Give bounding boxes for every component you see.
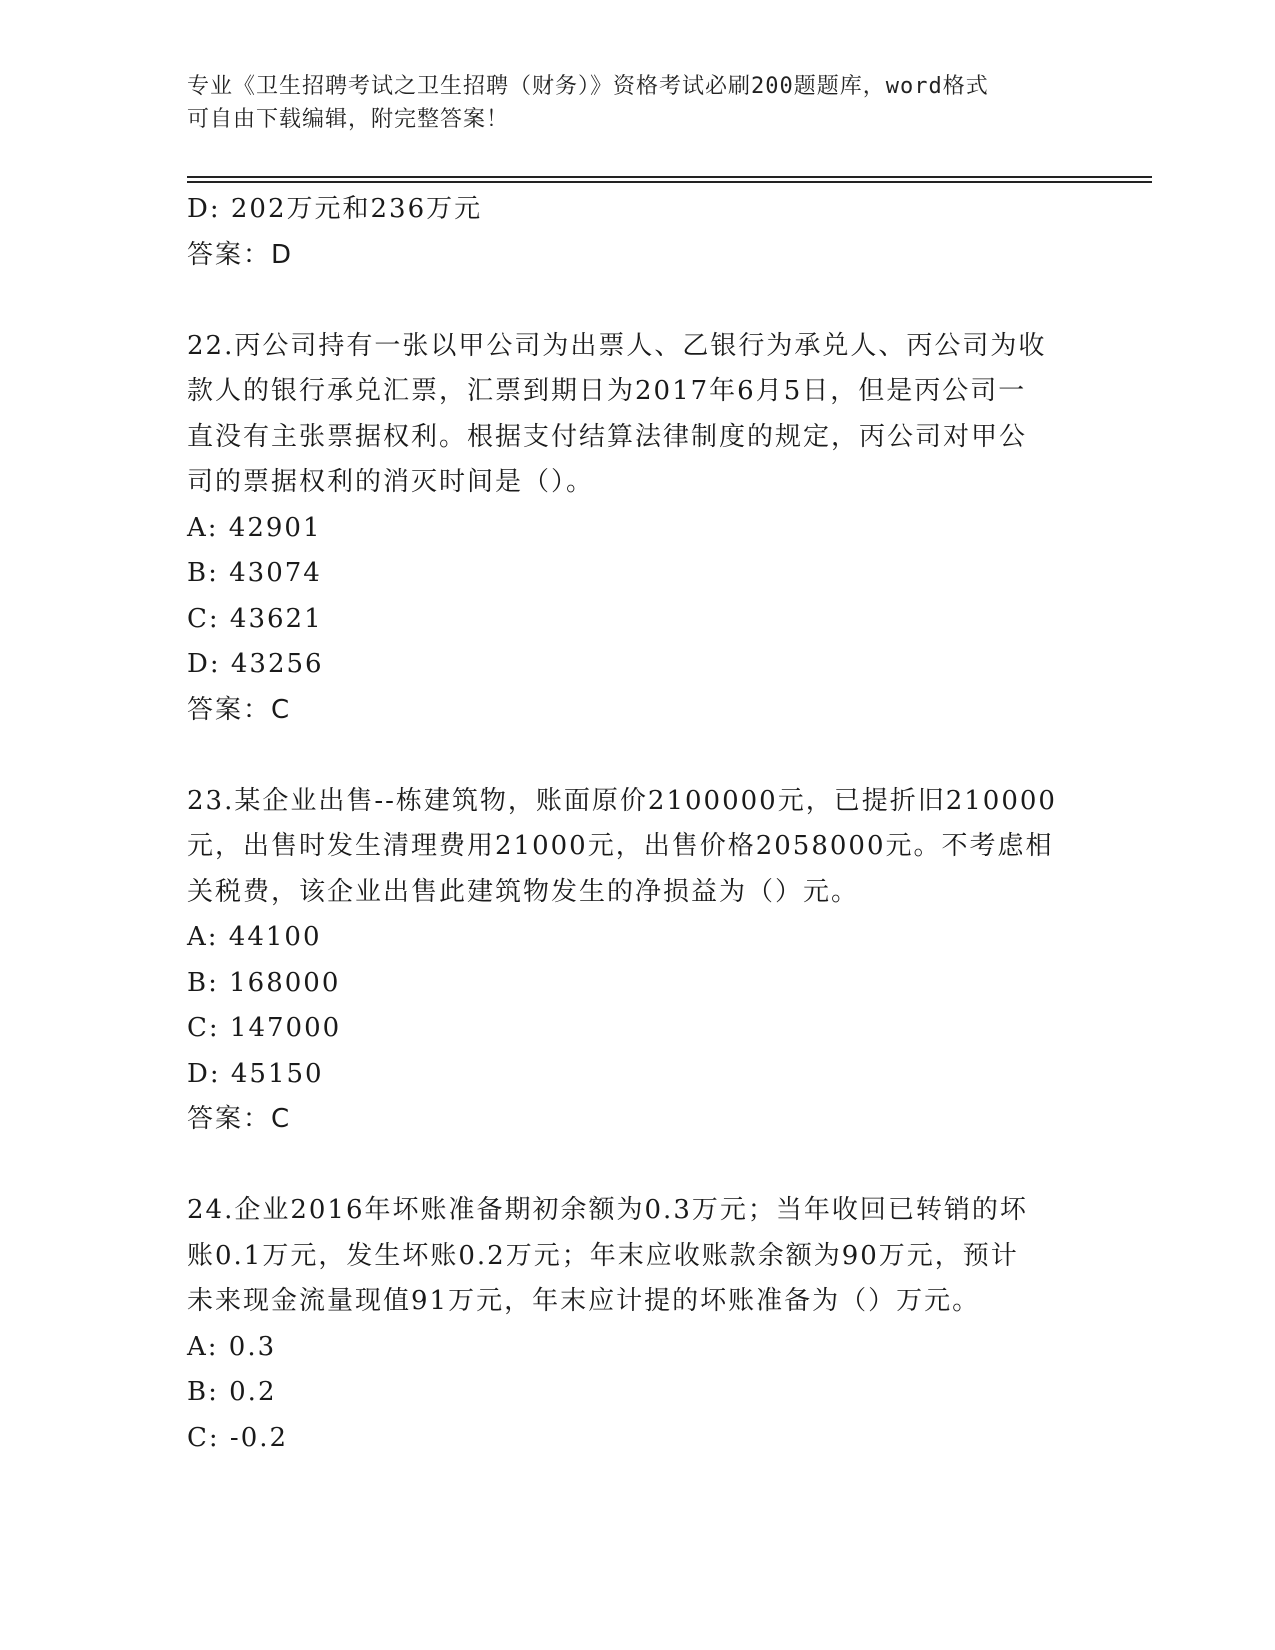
question-text-line: 22.丙公司持有一张以甲公司为出票人、乙银行为承兑人、丙公司为收 [187,330,1047,361]
header-divider-bottom [187,181,1152,183]
option-d: D: 43256 [187,649,324,679]
option-c: C: 43621 [187,603,323,634]
spacer [187,1143,1087,1189]
header-line-2: 可自由下载编辑，附完整答案！ [187,107,510,132]
option-a: A: 42901 [187,512,322,543]
question-text-line: 直没有主张票据权利。根据支付结算法律制度的规定，丙公司对甲公 [187,421,1028,452]
question-text-line: 账0.1万元，发生坏账0.2万元；年末应收账款余额为90万元，预计 [187,1240,1019,1271]
option-a: A: 44100 [187,922,322,952]
header-line-1: 专业《卫生招聘考试之卫生招聘（财务）》资格考试必刷200题题库，word格式 [187,74,989,99]
option-d: D: 202万元和236万元 [187,194,483,224]
question-24 [187,1188,1087,1461]
header-divider-top [187,176,1152,178]
option-c: C: 147000 [187,1013,342,1043]
question-23 [187,779,1087,1143]
question-text-line: 未来现金流量现值91万元，年末应计提的坏账准备为（）万元。 [187,1286,981,1316]
previous-question-tail [187,187,1087,278]
option-d: D: 45150 [187,1058,324,1089]
question-text-line: 24.企业2016年坏账准备期初余额为0.3万元；当年收回已转销的坏 [187,1195,1028,1225]
answer-line: 答案：C [187,1104,292,1134]
spacer [187,278,1087,324]
document-body [187,187,1087,1461]
answer-line: 答案：C [187,694,292,725]
question-text-line: 元，出售时发生清理费用21000元，出售价格2058000元。不考虑相 [187,831,1054,861]
page-header [187,70,1087,136]
spacer [187,733,1087,779]
question-text-line: 司的票据权利的消灭时间是（）。 [187,467,595,497]
question-text-line: 款人的银行承兑汇票，汇票到期日为2017年6月5日，但是丙公司一 [187,376,1027,406]
question-text-line: 23.某企业出售--栋建筑物，账面原价2100000元，已提折旧210000 [187,785,1057,816]
option-a: A: 0.3 [187,1331,277,1362]
option-b: B: 168000 [187,967,341,998]
question-text-line: 关税费，该企业出售此建筑物发生的净损益为（）元。 [187,876,860,907]
answer-line: 答案：D [187,239,294,270]
option-b: B: 0.2 [187,1377,277,1407]
question-22 [187,324,1087,734]
option-c: C: -0.2 [187,1422,289,1453]
option-b: B: 43074 [187,558,322,588]
